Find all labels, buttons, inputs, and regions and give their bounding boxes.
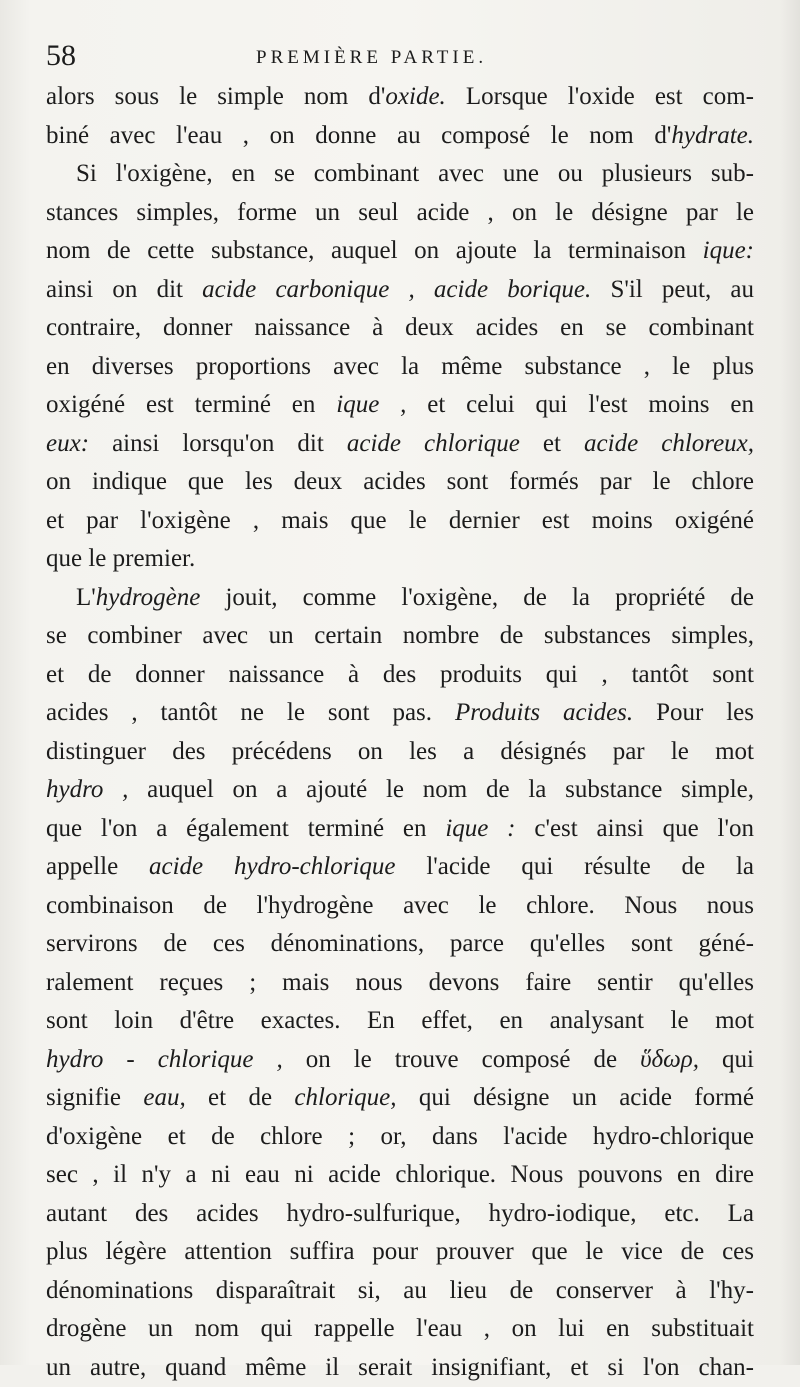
text-segment: acides , tantôt ne le sont pas. <box>46 699 455 726</box>
text-segment: S'il peut, au <box>591 276 754 303</box>
text-line <box>46 309 754 348</box>
text-line <box>46 78 754 117</box>
text-segment: et de donner naissance à des produits qui , tantôt sont <box>46 661 754 688</box>
text-segment: dénominations disparaîtrait si, au lieu de conserver à l'hy- <box>46 1277 754 1304</box>
text-line <box>46 502 754 541</box>
text-line <box>46 1041 754 1080</box>
text-segment: que l'on a également terminé en <box>46 815 445 842</box>
text-line <box>46 848 754 887</box>
italic-text: acide hydro-chlorique <box>149 853 396 880</box>
text-segment: appelle <box>46 853 149 880</box>
text-segment: distinguer des précédens on les a désignés par le mot <box>46 738 754 765</box>
text-line <box>46 540 754 579</box>
text-line <box>46 887 754 926</box>
text-line <box>46 194 754 233</box>
text-segment: qui <box>699 1046 754 1073</box>
text-segment: signifie <box>46 1084 143 1111</box>
text-segment: ainsi on dit <box>46 276 202 303</box>
text-line <box>46 617 754 656</box>
text-segment: nom de cette substance, auquel on ajoute la terminaison <box>46 237 703 264</box>
text-line <box>46 463 754 502</box>
running-head: PREMIÈRE PARTIE. <box>256 40 487 76</box>
italic-text: acide chloreux, <box>584 430 754 457</box>
text-line <box>46 925 754 964</box>
text-segment: servirons de ces dénominations, parce qu'elles sont géné- <box>46 930 754 957</box>
text-line <box>46 1233 754 1272</box>
italic-text: hydrate. <box>671 122 754 149</box>
text-segment: contraire, donner naissance à deux acides en se combinant <box>46 314 754 341</box>
text-line <box>46 771 754 810</box>
page-number: 58 <box>46 36 76 76</box>
text-line <box>46 694 754 733</box>
text-segment: L' <box>76 584 96 611</box>
text-segment: et par l'oxigène , mais que le dernier est moins oxigéné <box>46 507 754 534</box>
text-segment: auquel on a ajouté le nom de la substance simple, <box>128 776 754 803</box>
text-segment: que le premier. <box>46 545 195 572</box>
text-segment: qui désigne un acide formé <box>396 1084 754 1111</box>
italic-text: oxide. <box>385 83 445 110</box>
text-line <box>46 964 754 1003</box>
text-line <box>46 1272 754 1311</box>
text-segment: sec , il n'y a ni eau ni acide chlorique. Nous pouvons en dire <box>46 1161 754 1188</box>
text-segment: ainsi lorsqu'on dit <box>89 430 347 457</box>
italic-text: hydrogène <box>96 584 201 611</box>
text-segment: Si l'oxigène, en se combinant avec une ou plusieurs sub- <box>76 160 754 187</box>
text-line <box>46 425 754 464</box>
text-segment: Lorsque l'oxide est com- <box>446 83 754 110</box>
text-segment: c'est ainsi que l'on <box>516 815 754 842</box>
text-line <box>46 232 754 271</box>
text-segment: jouit, comme l'oxigène, de la propriété de <box>200 584 754 611</box>
text-line <box>46 1118 754 1157</box>
text-line <box>46 386 754 425</box>
italic-text: ὕδωρ, <box>640 1046 699 1073</box>
text-segment: plus légère attention suffira pour prouver que le vice de ces <box>46 1238 754 1265</box>
text-segment: sont loin d'être exactes. En effet, en analysant le mot <box>46 1007 754 1034</box>
text-segment: Pour les <box>633 699 754 726</box>
text-segment: on indique que les deux acides sont formés par le chlore <box>46 468 754 495</box>
italic-text: acide carbonique , acide borique. <box>202 276 591 303</box>
text-line <box>46 733 754 772</box>
italic-text: hydro , <box>46 776 128 803</box>
italic-text: Produits acides. <box>455 699 633 726</box>
text-segment: d'oxigène et de chlore ; or, dans l'acide hydro-chlorique <box>46 1123 754 1150</box>
text-line <box>46 1349 754 1387</box>
text-line <box>46 810 754 849</box>
text-segment: biné avec l'eau , on donne au composé le nom d' <box>46 122 671 149</box>
text-line <box>46 155 754 194</box>
italic-text: chlorique, <box>294 1084 396 1111</box>
italic-text: hydro - chlorique , <box>46 1046 283 1073</box>
text-segment: stances simples, forme un seul acide , on le désigne par le <box>46 199 754 226</box>
italic-text: acide chlorique <box>347 430 520 457</box>
text-segment: combinaison de l'hydrogène avec le chlore. Nous nous <box>46 892 754 919</box>
text-segment: alors sous le simple nom d' <box>46 83 385 110</box>
text-segment: et <box>520 430 584 457</box>
text-line <box>46 656 754 695</box>
text-segment: l'acide qui résulte de la <box>396 853 754 880</box>
text-segment: et de <box>186 1084 295 1111</box>
text-segment: oxigéné est terminé en <box>46 391 336 418</box>
text-segment: se combiner avec un certain nombre de substances simples, <box>46 622 754 649</box>
text-line <box>46 1310 754 1349</box>
text-line <box>46 1156 754 1195</box>
text-line <box>46 117 754 156</box>
italic-text: eux: <box>46 430 89 457</box>
text-segment: en diverses proportions avec la même substance , le plus <box>46 353 754 380</box>
text-segment: drogène un nom qui rappelle l'eau , on lui en substituait <box>46 1315 754 1342</box>
page-header <box>46 36 754 76</box>
text-line <box>46 271 754 310</box>
italic-text: ique : <box>445 815 515 842</box>
text-segment: un autre, quand même il serait insignifiant, et si l'on chan- <box>46 1354 754 1381</box>
text-segment: autant des acides hydro-sulfurique, hydro-iodique, etc. La <box>46 1200 754 1227</box>
text-line <box>46 1195 754 1234</box>
text-segment: on le trouve composé de <box>283 1046 640 1073</box>
italic-text: eau, <box>143 1084 185 1111</box>
text-line <box>46 348 754 387</box>
text-line <box>46 579 754 618</box>
text-segment: et celui qui l'est moins en <box>406 391 754 418</box>
text-line <box>46 1002 754 1041</box>
italic-text: ique , <box>336 391 406 418</box>
text-line <box>46 1079 754 1118</box>
text-segment: ralement reçues ; mais nous devons faire sentir qu'elles <box>46 969 754 996</box>
italic-text: ique: <box>703 237 754 264</box>
body-text <box>46 78 754 1387</box>
